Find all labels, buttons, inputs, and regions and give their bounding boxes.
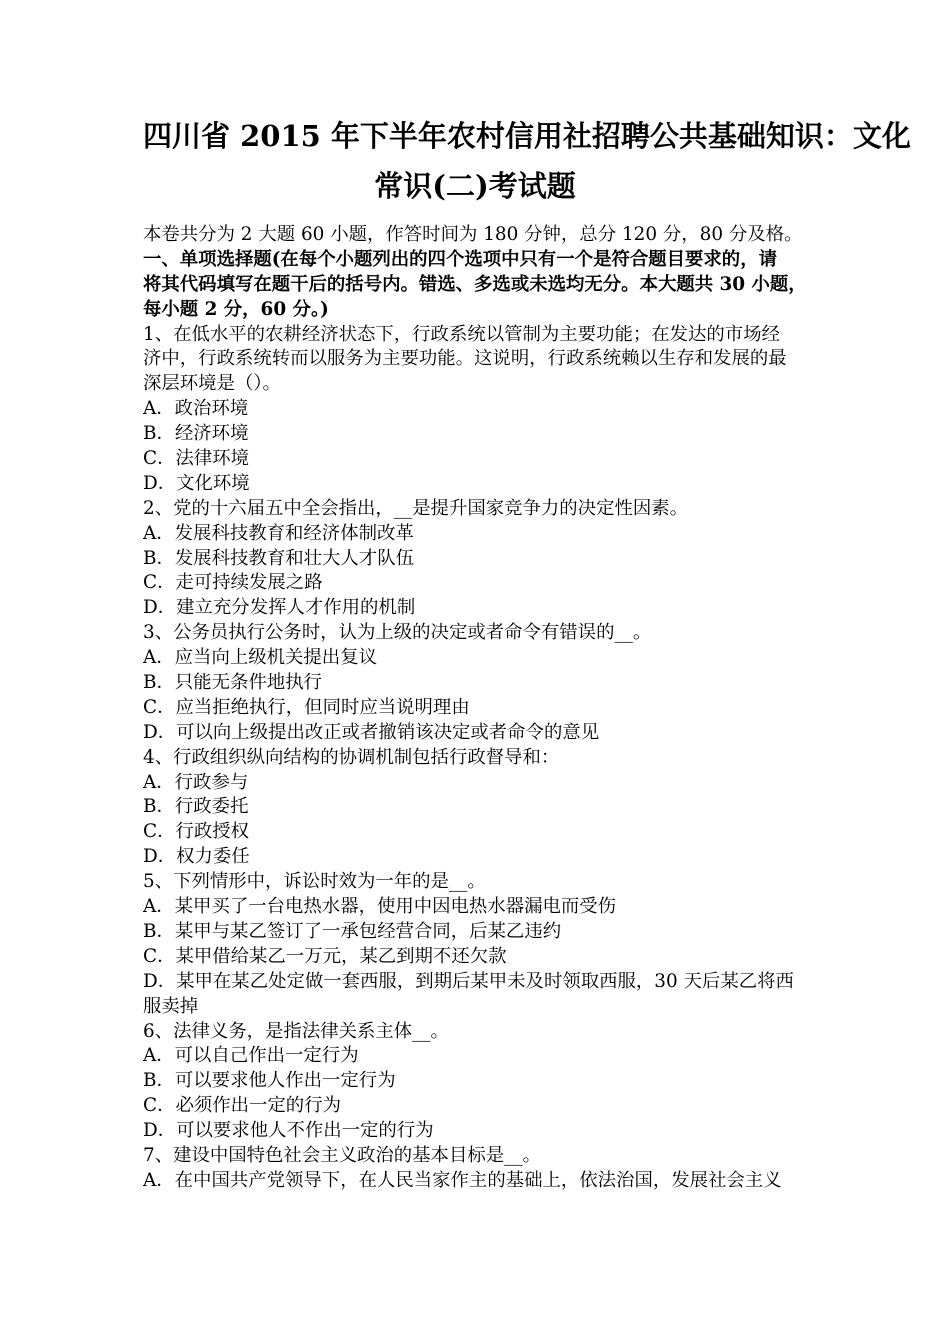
text-line: A．可以自己作出一定行为 bbox=[143, 1045, 359, 1067]
text-line: A．在中国共产党领导下，在人民当家作主的基础上，依法治国，发展社会主义 bbox=[143, 1169, 782, 1191]
text-line: 一、单项选择题(在每个小题列出的四个选项中只有一个是符合题目要求的，请 bbox=[143, 248, 777, 270]
text-line: 每小题 2 分，60 分。) bbox=[143, 298, 329, 320]
text-line: 4、行政组织纵向结构的协调机制包括行政督导和： bbox=[143, 746, 560, 768]
text-line: C．法律环境 bbox=[143, 448, 250, 470]
text-line: D．某甲在某乙处定做一套西服，到期后某甲未及时领取西服，30 天后某乙将西 bbox=[143, 970, 794, 992]
text-line: 5、下列情形中，诉讼时效为一年的是__。 bbox=[143, 871, 486, 893]
document-body bbox=[143, 223, 807, 1194]
text-line: D．可以向上级提出改正或者撤销该决定或者命令的意见 bbox=[143, 721, 600, 743]
text-line: 服卖掉 bbox=[143, 995, 199, 1017]
text-line: A．某甲买了一台电热水器，使用中因电热水器漏电而受伤 bbox=[143, 896, 617, 918]
text-line: 济中，行政系统转而以服务为主要功能。这说明，行政系统赖以生存和发展的最 bbox=[143, 348, 787, 370]
text-line: 6、法律义务，是指法律关系主体__。 bbox=[143, 1020, 449, 1042]
text-line: C．必须作出一定的行为 bbox=[143, 1095, 341, 1117]
text-line: 2、党的十六届五中全会指出，__是提升国家竞争力的决定性因素。 bbox=[143, 497, 689, 519]
document-title-line-2: 常识(二)考试题 bbox=[374, 169, 576, 203]
text-line: C．应当拒绝执行，但同时应当说明理由 bbox=[143, 696, 470, 718]
text-line: 3、公务员执行公务时，认为上级的决定或者命令有错误的__。 bbox=[143, 622, 652, 644]
text-line: C．某甲借给某乙一万元，某乙到期不还欠款 bbox=[143, 945, 507, 967]
text-line: B．行政委托 bbox=[143, 796, 249, 818]
text-line: A．行政参与 bbox=[143, 771, 249, 793]
text-line: D．可以要求他人不作出一定的行为 bbox=[143, 1120, 434, 1142]
text-line: D．权力委任 bbox=[143, 846, 250, 868]
text-line: B．只能无条件地执行 bbox=[143, 672, 323, 694]
text-line: B．某甲与某乙签订了一承包经营合同，后某乙违约 bbox=[143, 920, 562, 942]
text-line: 将其代码填写在题干后的括号内。错选、多选或未选均无分。本大题共 30 小题， bbox=[143, 273, 807, 295]
text-line: 7、建设中国特色社会主义政治的基本目标是__。 bbox=[143, 1144, 541, 1166]
text-line: C．行政授权 bbox=[143, 821, 250, 843]
text-line: B．经济环境 bbox=[143, 423, 249, 445]
text-line: B．可以要求他人作出一定行为 bbox=[143, 1070, 396, 1092]
text-line: D．文化环境 bbox=[143, 472, 250, 494]
text-line: 1、在低水平的农耕经济状态下，行政系统以管制为主要功能；在发达的市场经 bbox=[143, 323, 780, 345]
text-line: A．应当向上级机关提出复议 bbox=[143, 647, 377, 669]
text-line: B．发展科技教育和壮大人才队伍 bbox=[143, 547, 414, 569]
text-line: C．走可持续发展之路 bbox=[143, 572, 323, 594]
text-line: A．发展科技教育和经济体制改革 bbox=[143, 522, 414, 544]
text-line: D．建立充分发挥人才作用的机制 bbox=[143, 597, 416, 619]
document-title-line-1: 四川省 2015 年下半年农村信用社招聘公共基础知识：文化 bbox=[143, 119, 911, 153]
text-line: 本卷共分为 2 大题 60 小题，作答时间为 180 分钟，总分 120 分，80 分及格。 bbox=[143, 224, 803, 245]
text-line: A．政治环境 bbox=[143, 398, 249, 420]
text-line: 深层环境是（）。 bbox=[143, 373, 281, 395]
